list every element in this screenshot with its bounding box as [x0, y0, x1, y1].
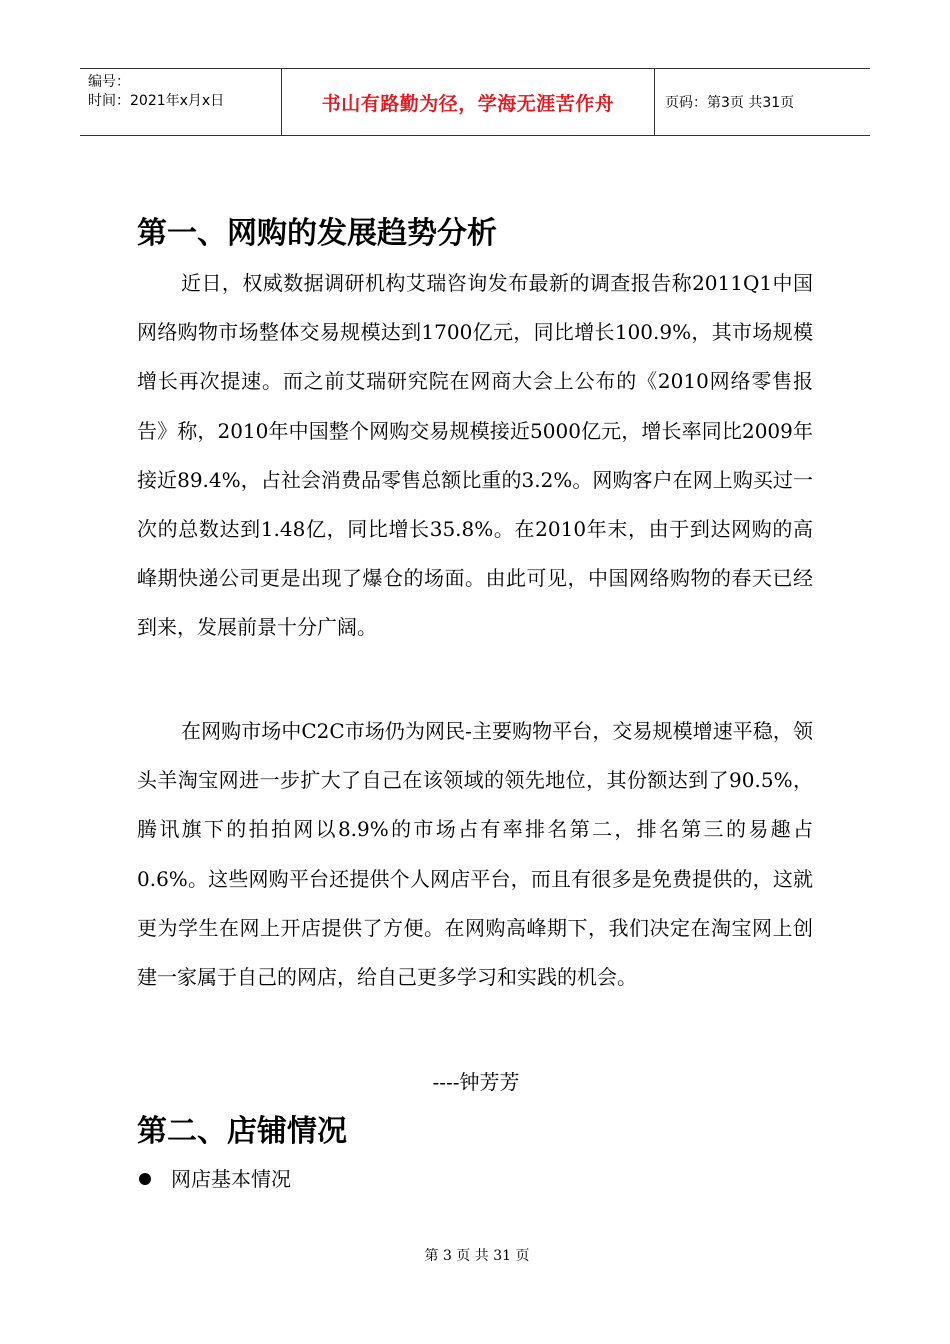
- bullet-list-item: [137, 1164, 291, 1194]
- bullet-dot-icon: [139, 1173, 151, 1185]
- paragraph-c2c-market: 在网购市场中C2C市场仍为网民-主要购物平台，交易规模增速平稳，领头羊淘宝网进一步扩大了自己在该领域的领先地位，其份额达到了90.5%，腾讯旗下的拍拍网以8.9%的市场占有率排名第二，排名第三的易趣占0.6%。这些网购平台还提供个人网店平台，而且有很多是免费提供的，这就更为学生在网上开店提供了方便。在网购高峰期下，我们决定在淘宝网上创建一家属于自己的网店，给自己更多学习和实践的机会。: [137, 719, 813, 990]
- section-heading-trend: 第一、网购的发展趋势分析: [137, 216, 497, 251]
- header-page-info: 页码：第3页 共31页: [665, 95, 795, 111]
- header-motto: 书山有路勤为径，学海无涯苦作舟: [321, 92, 615, 115]
- document-header: [80, 68, 870, 136]
- header-time-label: 时间：2021年x月x日: [88, 93, 225, 109]
- section-heading-shop: 第二、店铺情况: [137, 1114, 347, 1149]
- page-footer: 第 3 页 共 31 页: [424, 1248, 530, 1264]
- header-page-cell: [655, 69, 870, 135]
- header-motto-cell: [282, 69, 655, 135]
- bullet-item-label: 网店基本情况: [171, 1167, 291, 1191]
- header-meta-cell: [80, 69, 282, 135]
- author-signature: ----钟芳芳: [432, 1070, 520, 1094]
- paragraph-market-data: 近日，权威数据调研机构艾瑞咨询发布最新的调查报告称2011Q1中国网络购物市场整体交易规模达到1700亿元，同比增长100.9%，其市场规模增长再次提速。而之前艾瑞研究院在网商大会上公布的《2010网络零售报告》称，2010年中国整个网购交易规模接近5000亿元，增长率同比2009年接近89.4%，占社会消费品零售总额比重的3.2%。网购客户在网上购买过一次的总数达到1.48亿，同比增长35.8%。在2010年末，由于到达网购的高峰期快递公司更是出现了爆仓的场面。由此可见，中国网络购物的春天已经到来，发展前景十分广阔。: [137, 271, 813, 640]
- header-number-label: 编号：: [88, 74, 130, 90]
